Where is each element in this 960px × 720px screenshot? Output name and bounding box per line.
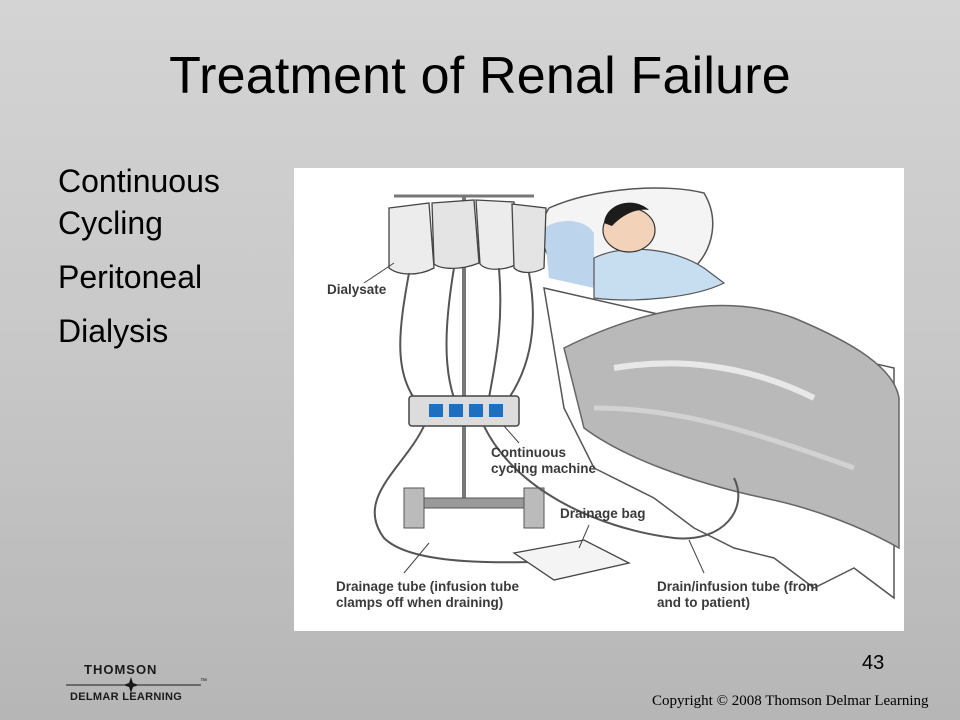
leader-line bbox=[689, 540, 704, 573]
label-dialysate: Dialysate bbox=[327, 282, 387, 297]
illustration-drawing bbox=[294, 168, 904, 631]
machine-button bbox=[429, 404, 443, 417]
leader-line bbox=[364, 263, 394, 283]
patient-gown bbox=[594, 249, 724, 300]
leader-line bbox=[504, 426, 519, 443]
dialysate-bag bbox=[432, 200, 479, 268]
label-line: and to patient) bbox=[657, 595, 750, 610]
machine-button bbox=[489, 404, 503, 417]
machine-button bbox=[449, 404, 463, 417]
bullet-item bbox=[58, 310, 288, 352]
logo-text-bottom: DELMAR LEARNING bbox=[70, 691, 183, 703]
copyright-notice: Copyright © 2008 Thomson Delmar Learning bbox=[652, 693, 929, 709]
bullet-line: Peritoneal bbox=[58, 259, 203, 295]
drainage-bag bbox=[514, 540, 629, 580]
label-line: cycling machine bbox=[491, 461, 597, 476]
logo-text-top: THOMSON bbox=[84, 662, 158, 677]
slide-title: Treatment of Renal Failure bbox=[169, 47, 791, 105]
machine-button bbox=[469, 404, 483, 417]
bullet-line: Cycling bbox=[58, 205, 163, 241]
label-line: Continuous bbox=[491, 445, 566, 460]
bullet-item bbox=[58, 160, 288, 244]
bullet-item bbox=[58, 256, 288, 298]
leader-line bbox=[404, 543, 429, 573]
dialysate-bag bbox=[476, 200, 517, 269]
label-cycling-machine bbox=[491, 445, 596, 477]
pole-foot-right bbox=[524, 488, 544, 528]
label-line: Drain/infusion tube (from bbox=[657, 579, 819, 594]
peritoneal-dialysis-illustration bbox=[294, 168, 904, 631]
label-drainage-bag: Drainage bag bbox=[560, 506, 646, 521]
tubing bbox=[489, 268, 500, 398]
pole-foot-left bbox=[404, 488, 424, 528]
label-line: Drainage tube (infusion tube bbox=[336, 579, 520, 594]
bullet-list bbox=[58, 160, 288, 364]
tubing bbox=[509, 273, 533, 398]
dialysate-bag bbox=[389, 203, 434, 274]
bullet-line: Dialysis bbox=[58, 313, 169, 349]
label-line: clamps off when draining) bbox=[336, 595, 504, 610]
publisher-logo bbox=[66, 660, 216, 710]
page-number: 43 bbox=[862, 652, 885, 674]
label-drain-infusion-tube bbox=[657, 579, 818, 611]
logo-trademark: ™ bbox=[200, 678, 207, 685]
label-drainage-tube bbox=[336, 579, 519, 611]
tubing bbox=[447, 268, 455, 398]
pillow-shade bbox=[544, 221, 594, 288]
tubing bbox=[400, 273, 414, 398]
dialysate-bag bbox=[512, 204, 546, 273]
bullet-line: Continuous bbox=[58, 163, 220, 199]
pole-base bbox=[404, 498, 544, 508]
